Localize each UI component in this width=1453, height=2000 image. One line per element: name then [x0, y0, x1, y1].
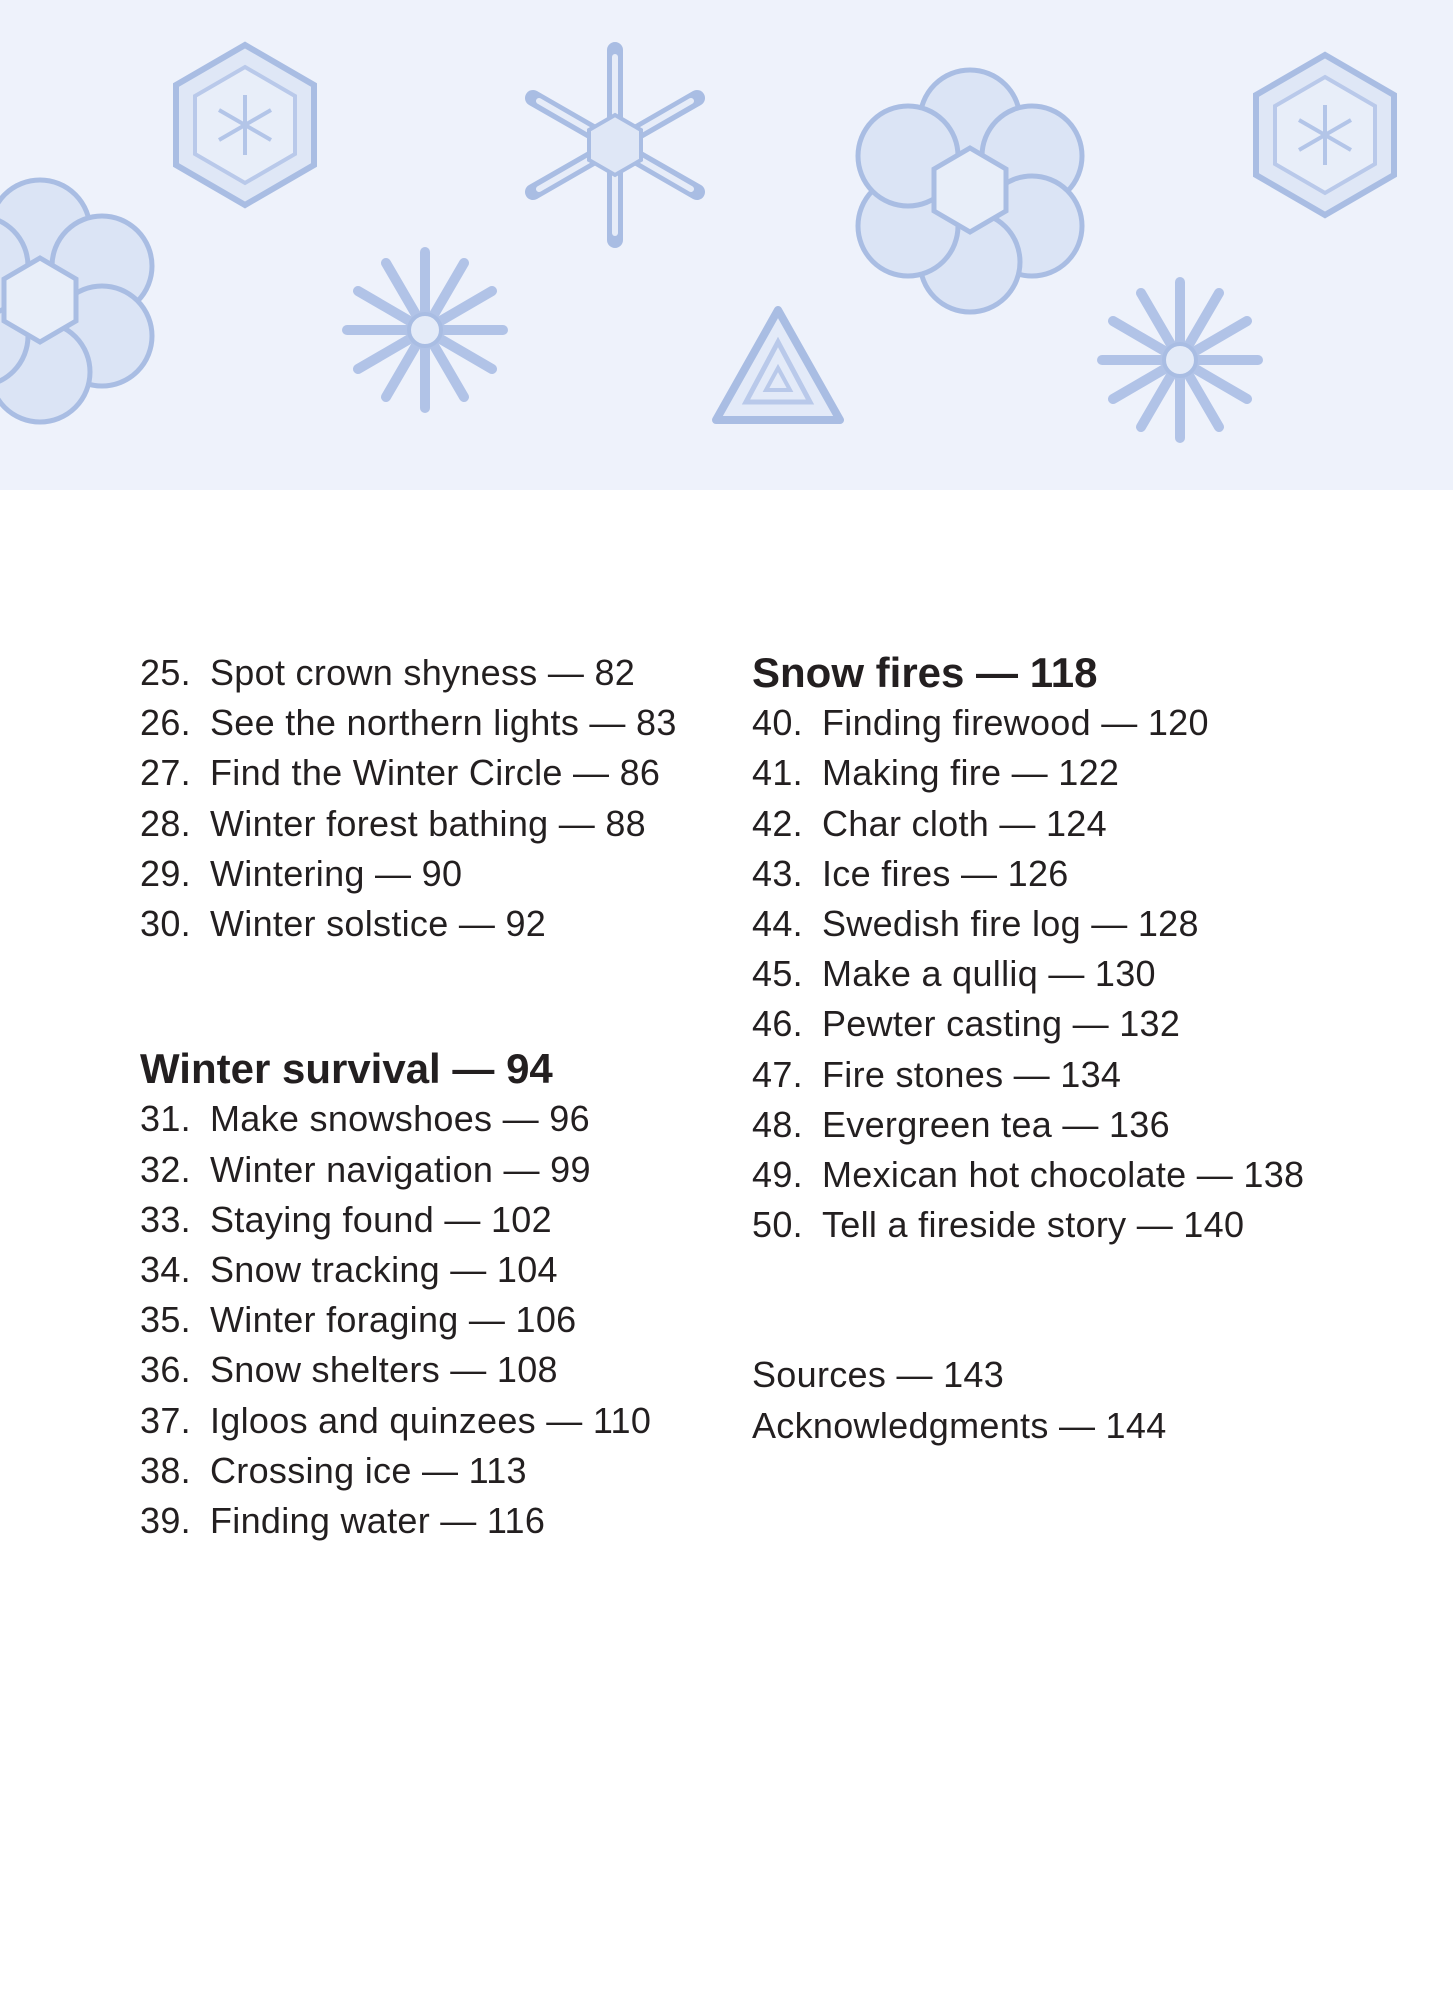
entry-title: Evergreen tea — 136: [822, 1103, 1170, 1145]
toc-entry[interactable]: [752, 949, 1372, 999]
toc-entry[interactable]: [140, 1094, 700, 1144]
entry-number: 48.: [752, 1103, 803, 1145]
entry-number: 34.: [140, 1248, 191, 1290]
entry-number: 43.: [752, 852, 803, 894]
entry-title: Make snowshoes — 96: [210, 1098, 590, 1140]
spacer: [752, 1250, 1372, 1350]
entry-number: 29.: [140, 852, 191, 894]
entry-title: Winter navigation — 99: [210, 1148, 591, 1190]
entry-title: Spot crown shyness — 82: [210, 652, 636, 694]
entry-title: See the northern lights — 83: [210, 702, 677, 744]
toc-entry[interactable]: [140, 1496, 700, 1546]
entry-number: 42.: [752, 802, 803, 844]
entry-number: 26.: [140, 702, 191, 744]
entry-title: Make a qulliq — 130: [822, 953, 1156, 995]
entry-title: Find the Winter Circle — 86: [210, 752, 661, 794]
entry-title: Crossing ice — 113: [210, 1449, 527, 1491]
entry-title: Ice fires — 126: [822, 852, 1069, 894]
toc-entry[interactable]: [140, 1245, 700, 1295]
entry-title: Pewter casting — 132: [822, 1003, 1181, 1045]
toc-entry[interactable]: [752, 1150, 1372, 1200]
toc-entry[interactable]: [140, 648, 700, 698]
entry-number: 46.: [752, 1003, 803, 1045]
entry-title: Mexican hot chocolate — 138: [822, 1153, 1305, 1195]
toc-entry-acknowledgments[interactable]: Acknowledgments — 144: [752, 1404, 1167, 1446]
entry-title: Tell a fireside story — 140: [822, 1204, 1245, 1246]
entry-title: Winter forest bathing — 88: [210, 802, 647, 844]
toc-entry[interactable]: [140, 1145, 700, 1195]
entry-number: 31.: [140, 1098, 191, 1140]
entry-title: Finding firewood — 120: [822, 702, 1209, 744]
toc-entry-sources[interactable]: Sources — 143: [752, 1354, 1005, 1396]
entry-title: Staying found — 102: [210, 1198, 552, 1240]
toc-entry[interactable]: [140, 1395, 700, 1445]
entry-number: 35.: [140, 1299, 191, 1341]
toc-entry[interactable]: [140, 698, 700, 748]
entry-number: 39.: [140, 1499, 191, 1541]
toc-entry[interactable]: [140, 1345, 700, 1395]
entry-number: 36.: [140, 1349, 191, 1391]
entry-number: 28.: [140, 802, 191, 844]
entry-number: 30.: [140, 903, 191, 945]
entry-title: Wintering — 90: [210, 852, 463, 894]
toc-entry[interactable]: [140, 799, 700, 849]
entry-number: 33.: [140, 1198, 191, 1240]
snowflake-banner: [0, 0, 1453, 490]
entry-title: Igloos and quinzees — 110: [210, 1399, 652, 1441]
section-heading-snow-fires[interactable]: Snow fires — 118: [752, 649, 1098, 697]
toc-right-column: [752, 648, 1372, 1451]
spacer: [140, 949, 700, 1044]
toc-entry[interactable]: [752, 1200, 1372, 1250]
entry-title: Fire stones — 134: [822, 1053, 1122, 1095]
entry-number: 25.: [140, 652, 191, 694]
entry-number: 41.: [752, 752, 803, 794]
toc-entry[interactable]: [752, 1050, 1372, 1100]
section-heading-winter-survival[interactable]: Winter survival — 94: [140, 1045, 553, 1093]
toc-entry[interactable]: [752, 899, 1372, 949]
toc-entry[interactable]: [140, 1195, 700, 1245]
entry-number: 27.: [140, 752, 191, 794]
toc-entry[interactable]: [140, 748, 700, 798]
entry-number: 50.: [752, 1204, 803, 1246]
toc-entry[interactable]: [140, 849, 700, 899]
entry-title: Making fire — 122: [822, 752, 1120, 794]
toc-entry[interactable]: [752, 698, 1372, 748]
entry-title: Winter solstice — 92: [210, 903, 547, 945]
entry-number: 40.: [752, 702, 803, 744]
entry-title: Winter foraging — 106: [210, 1299, 577, 1341]
entry-number: 32.: [140, 1148, 191, 1190]
toc-entry[interactable]: [140, 1295, 700, 1345]
entry-number: 44.: [752, 903, 803, 945]
entry-title: Snow tracking — 104: [210, 1248, 558, 1290]
toc-entry[interactable]: [752, 999, 1372, 1049]
toc-entry[interactable]: [752, 799, 1372, 849]
toc-entry[interactable]: [140, 899, 700, 949]
toc-entry[interactable]: [752, 1100, 1372, 1150]
toc-entry[interactable]: [140, 1446, 700, 1496]
entry-number: 38.: [140, 1449, 191, 1491]
entry-number: 47.: [752, 1053, 803, 1095]
entry-title: Finding water — 116: [210, 1499, 546, 1541]
entry-title: Char cloth — 124: [822, 802, 1107, 844]
entry-title: Swedish fire log — 128: [822, 903, 1199, 945]
toc-entry[interactable]: [752, 849, 1372, 899]
snowflake-illustration: [0, 0, 1453, 490]
entry-number: 45.: [752, 953, 803, 995]
entry-number: 49.: [752, 1153, 803, 1195]
toc-entry[interactable]: [752, 748, 1372, 798]
toc-left-column: [140, 648, 700, 1546]
entry-title: Snow shelters — 108: [210, 1349, 558, 1391]
entry-number: 37.: [140, 1399, 191, 1441]
